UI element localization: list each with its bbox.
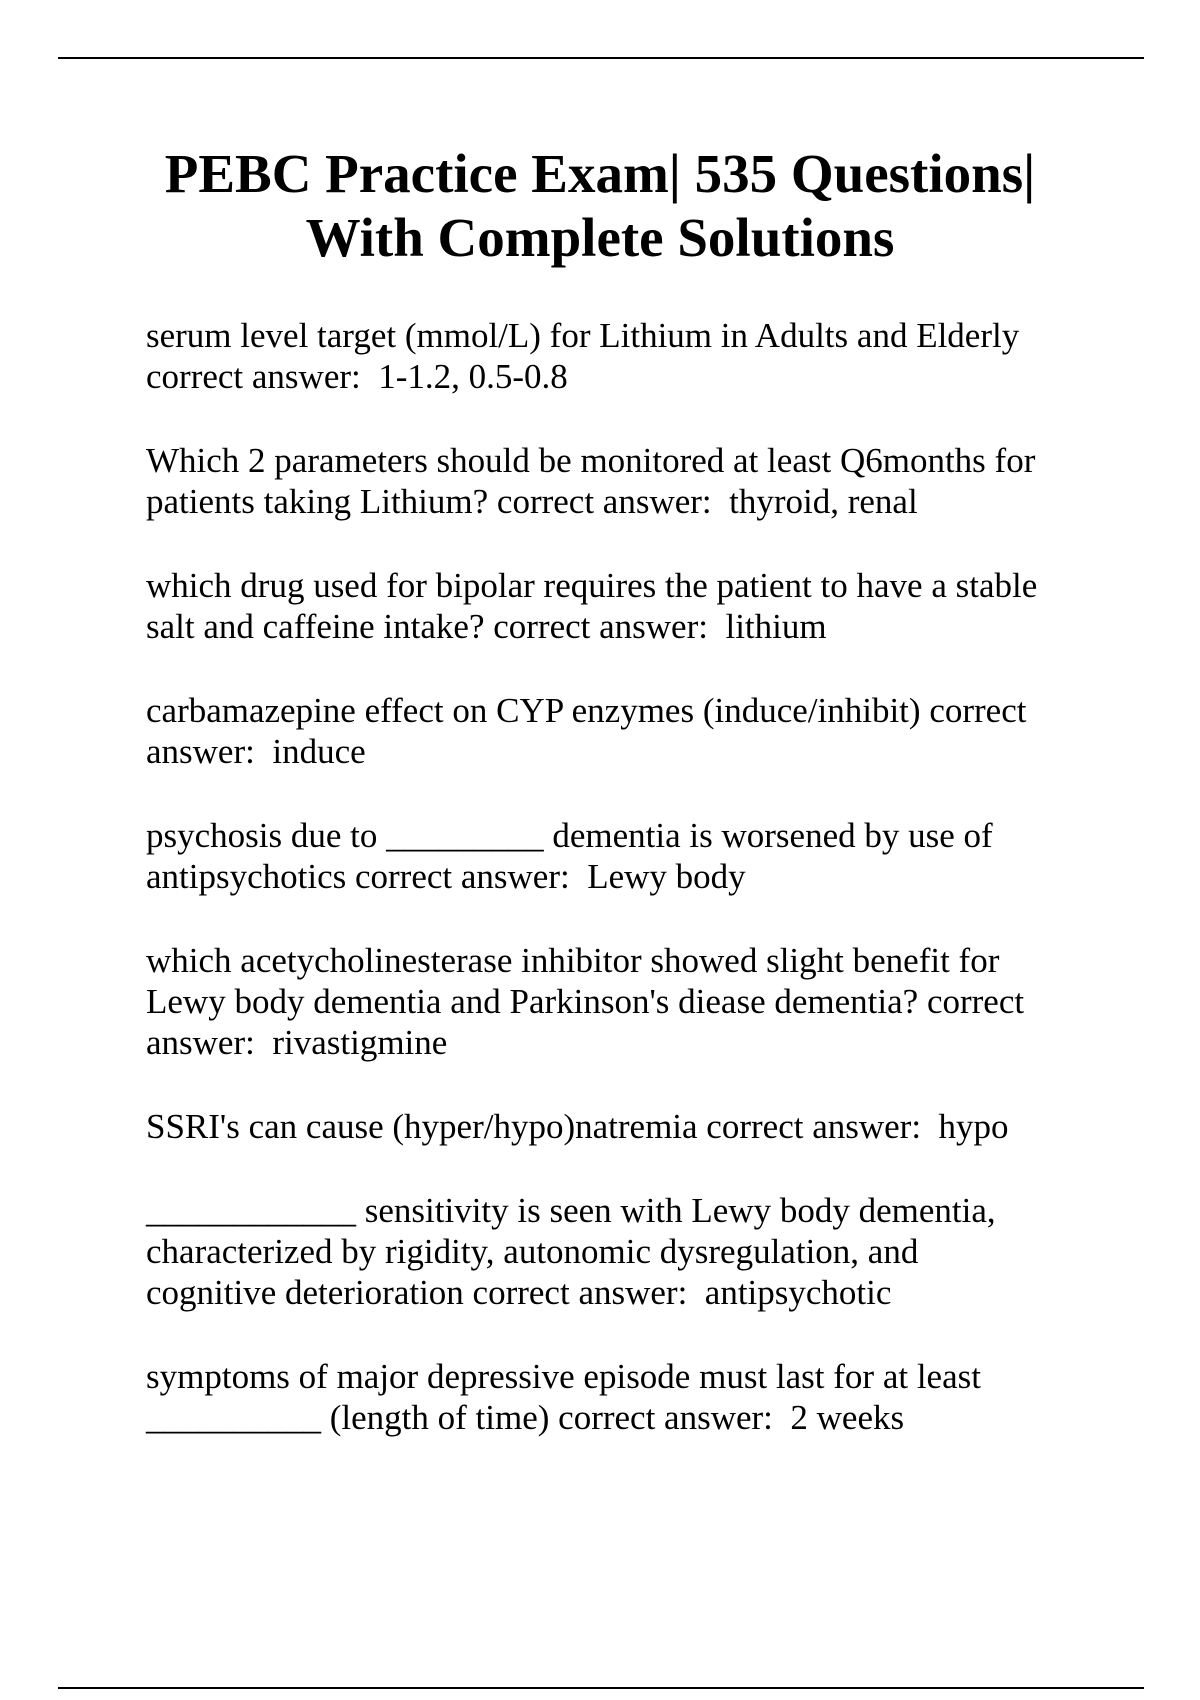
bottom-rule — [58, 1687, 1144, 1689]
qa-line: which drug used for bipolar requires the patient to have a stable — [146, 566, 1038, 605]
qa-line: __________ (length of time) correct answer: 2 weeks — [146, 1398, 905, 1437]
qa-line: SSRI's can cause (hyper/hypo)natremia correct answer: hypo — [146, 1107, 1009, 1146]
qa-line: cognitive deterioration correct answer: antipsychotic — [146, 1273, 892, 1312]
qa-entry — [146, 565, 1106, 647]
qa-line: answer: rivastigmine — [146, 1023, 448, 1062]
qa-entry — [146, 1106, 1106, 1147]
qa-entry — [146, 690, 1106, 772]
qa-line: antipsychotics correct answer: Lewy body — [146, 857, 746, 896]
qa-line: serum level target (mmol/L) for Lithium in Adults and Elderly — [146, 316, 1020, 355]
qa-line: Lewy body dementia and Parkinson's diease dementia? correct — [146, 982, 1025, 1021]
qa-line: symptoms of major depressive episode must last for at least — [146, 1357, 981, 1396]
question-list — [146, 315, 1106, 1481]
qa-line: which acetycholinesterase inhibitor showed slight benefit for — [146, 941, 1000, 980]
qa-line: carbamazepine effect on CYP enzymes (induce/inhibit) correct — [146, 691, 1027, 730]
qa-entry — [146, 940, 1106, 1063]
qa-line: characterized by rigidity, autonomic dysregulation, and — [146, 1232, 919, 1271]
qa-line: psychosis due to _________ dementia is worsened by use of — [146, 816, 993, 855]
qa-line: ____________ sensitivity is seen with Lewy body dementia, — [146, 1191, 996, 1230]
title-line-2: With Complete Solutions — [305, 207, 895, 268]
qa-line: correct answer: 1-1.2, 0.5-0.8 — [146, 357, 568, 396]
qa-line: answer: induce — [146, 732, 366, 771]
qa-entry — [146, 1356, 1106, 1438]
qa-entry — [146, 440, 1106, 522]
title-line-1: PEBC Practice Exam| 535 Questions| — [164, 143, 1036, 204]
top-rule — [58, 57, 1144, 59]
qa-line: Which 2 parameters should be monitored at least Q6months for — [146, 441, 1036, 480]
qa-line: patients taking Lithium? correct answer: thyroid, renal — [146, 482, 918, 521]
document-title — [60, 142, 1140, 270]
qa-line: salt and caffeine intake? correct answer: lithium — [146, 607, 827, 646]
qa-entry — [146, 1190, 1106, 1313]
qa-entry — [146, 815, 1106, 897]
qa-entry — [146, 315, 1106, 397]
